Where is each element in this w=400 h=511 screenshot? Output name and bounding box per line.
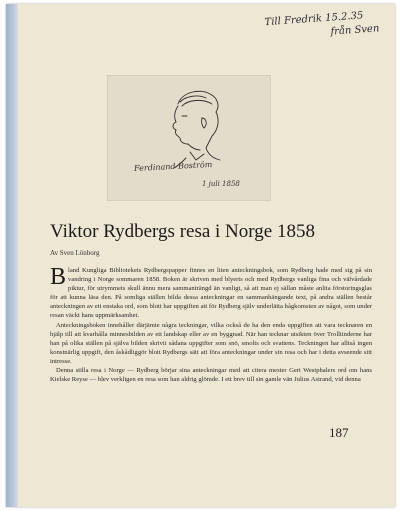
- magazine-page: [6, 4, 395, 507]
- dedication-line-1: Till Fredrik 15.2.35: [264, 10, 364, 29]
- paragraph-3: Denna stilla resa i Norge — Rydberg börjar sina anteckningar med att citera mester Gert Westphalers ord om hans Kielske Reyse — blev verkligen en resa som han aldrig glömde. I ett brev till sin gamle vän Julius Astrand, vid denna: [50, 367, 372, 384]
- portrait-signature: Ferdinand Boström: [133, 159, 213, 174]
- portrait-sketch: [107, 75, 271, 201]
- dedication-line-2: från Sven: [330, 23, 380, 38]
- profile-drawing: [108, 76, 270, 200]
- page-spine: [6, 4, 18, 507]
- page-number: 187: [329, 425, 349, 440]
- paragraph-1: [50, 266, 372, 321]
- article-title: Viktor Rydbergs resa i Norge 1858: [50, 221, 315, 242]
- handwritten-dedication: [264, 8, 386, 44]
- portrait-date: 1 juli 1858: [202, 180, 240, 188]
- drop-cap: B: [50, 264, 67, 290]
- article-body: [50, 266, 372, 384]
- paragraph-1-text: land Kungliga Bibliotekets Rydbergspapper finnes en liten anteckningsbok, som Rydberg hade med sig på sin vandring i Norge sommaren 1858. Boken är skriven med blyerts och med Rydbergs vanliga fina och välvårdade piktur, för utrymmets skull ännu mera sammanträngd än vanligt, så att man ej sällan måste anlita förstoringsglas för att kunna läsa den. På somliga ställen bilda dessa anteckningar en sammanhängande text, på andra ställen består anteckningen av ett enstaka ord, som blott har uppgiften att för Rydberg själv underlätta hågkomsten av något, som under resan väckt hans uppmärksamhet.: [50, 267, 372, 320]
- paragraph-2: Anteckningsboken innehåller därjämte några teckningar, vilka också de ha den enda uppgiften att vara tecknaren en hjälp till att kvarhålla minnesbilden av ett landskap eller av en byggnad. När han tecknar utsikten över Trolltinderne har han på olika ställen på själva bilden skrivit sådana uppgifter som snö, smolts och svattens. Teckningen har alltså ingen konstnärlig uppgift, den åskådliggör blott Rydbergs sätt att föra anteckningar under sin resa och har i detta avseende sitt intresse.: [50, 321, 372, 365]
- article-author: Av Sven Lönborg: [50, 249, 100, 257]
